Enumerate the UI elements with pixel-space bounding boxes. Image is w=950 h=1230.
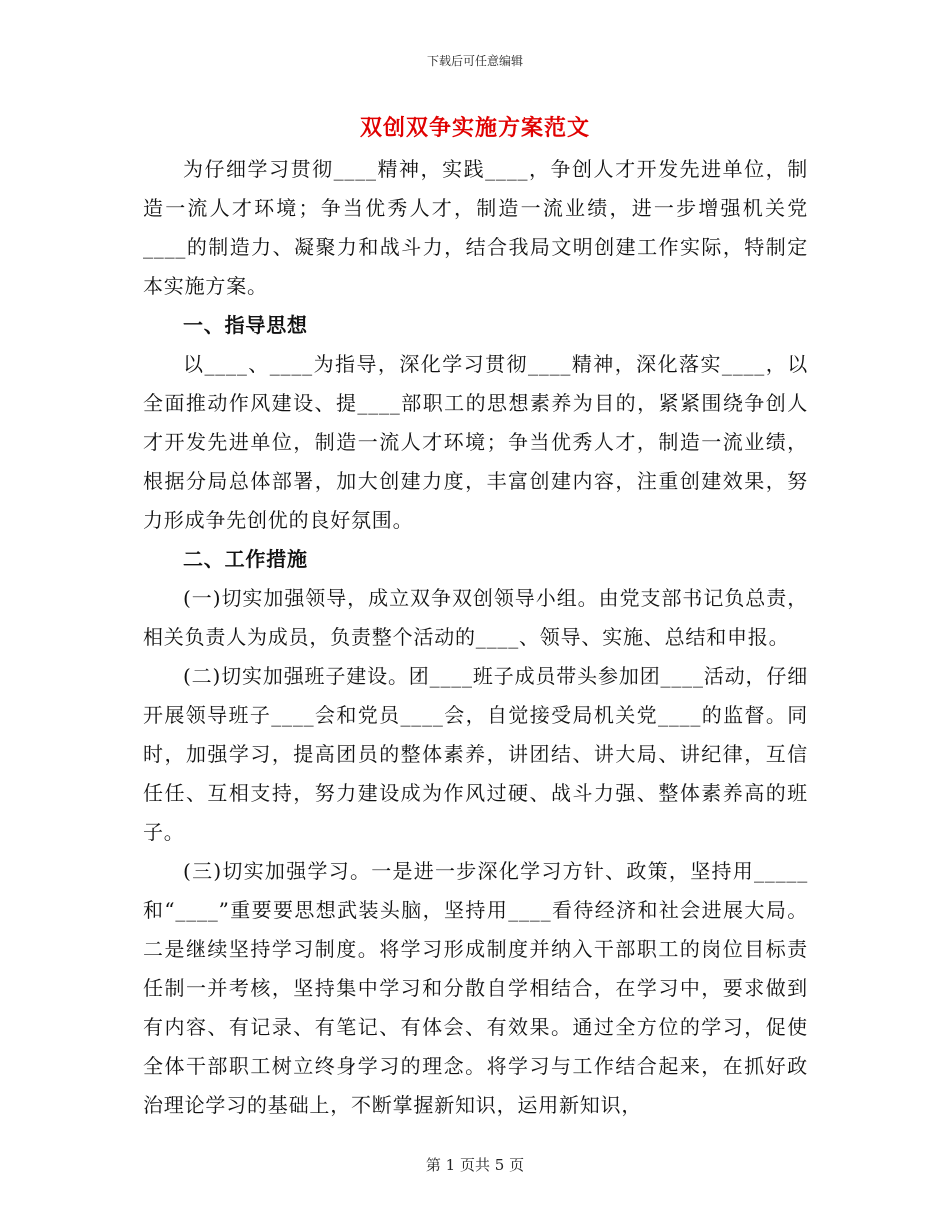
section-heading-work-measures: 二、工作措施	[183, 547, 308, 571]
page-footer: 第 1 页共 5 页	[425, 1156, 525, 1174]
document-body	[143, 150, 808, 1125]
measure-2-paragraph: (二)切实加强班子建设。团____班子成员带头参加团____活动，仔细开展领导班子____会和党员____会，自觉接受局机关党____的监督。同时，加强学习，提高团员的整体素养，讲团结、讲大局、讲纪律，互信任任、互相支持，努力建设成为作风过硬、战斗力强、整体素养高的班子。	[143, 664, 808, 844]
measure-3-paragraph: (三)切实加强学习。一是进一步深化学习方针、政策，坚持用_____和“____”重要要思想武装头脑，坚持用____看待经济和社会进展大局。二是继续坚持学习制度。将学习形成制度并纳入干部职工的岗位目标责任制一并考核，坚持集中学习和分散自学相结合，在学习中，要求做到有内容、有记录、有笔记、有体会、有效果。通过全方位的学习，促使全体干部职工树立终身学习的理念。将学习与工作结合起来，在抓好政治理论学习的基础上，不断掌握新知识，运用新知识，	[143, 859, 808, 1117]
guiding-ideology-paragraph: 以____、____为指导，深化学习贯彻____精神，深化落实____，以全面推动作风建设、提____部职工的思想素养为目的，紧紧围绕争创人才开发先进单位，制造一流人才环境；争当优秀人才，制造一流业绩，根据分局总体部署，加大创建力度，丰富创建内容，注重创建效果，努力形成争先创优的良好氛围。	[143, 352, 808, 532]
page-header: 下载后可任意编辑	[426, 54, 523, 68]
measure-1-paragraph: (一)切实加强领导，成立双争双创领导小组。由党支部书记负总责，相关负责人为成员，负责整个活动的____、领导、实施、总结和申报。	[143, 586, 808, 649]
document-title: 双创双争实施方案范文	[359, 115, 590, 141]
section-heading-guiding-ideology: 一、指导思想	[183, 313, 308, 337]
intro-paragraph: 为仔细学习贯彻____精神，实践____，争创人才开发先进单位，制造一流人才环境；争当优秀人才，制造一流业绩，进一步增强机关党____的制造力、凝聚力和战斗力，结合我局文明创建工作实际，特制定本实施方案。	[143, 157, 808, 298]
